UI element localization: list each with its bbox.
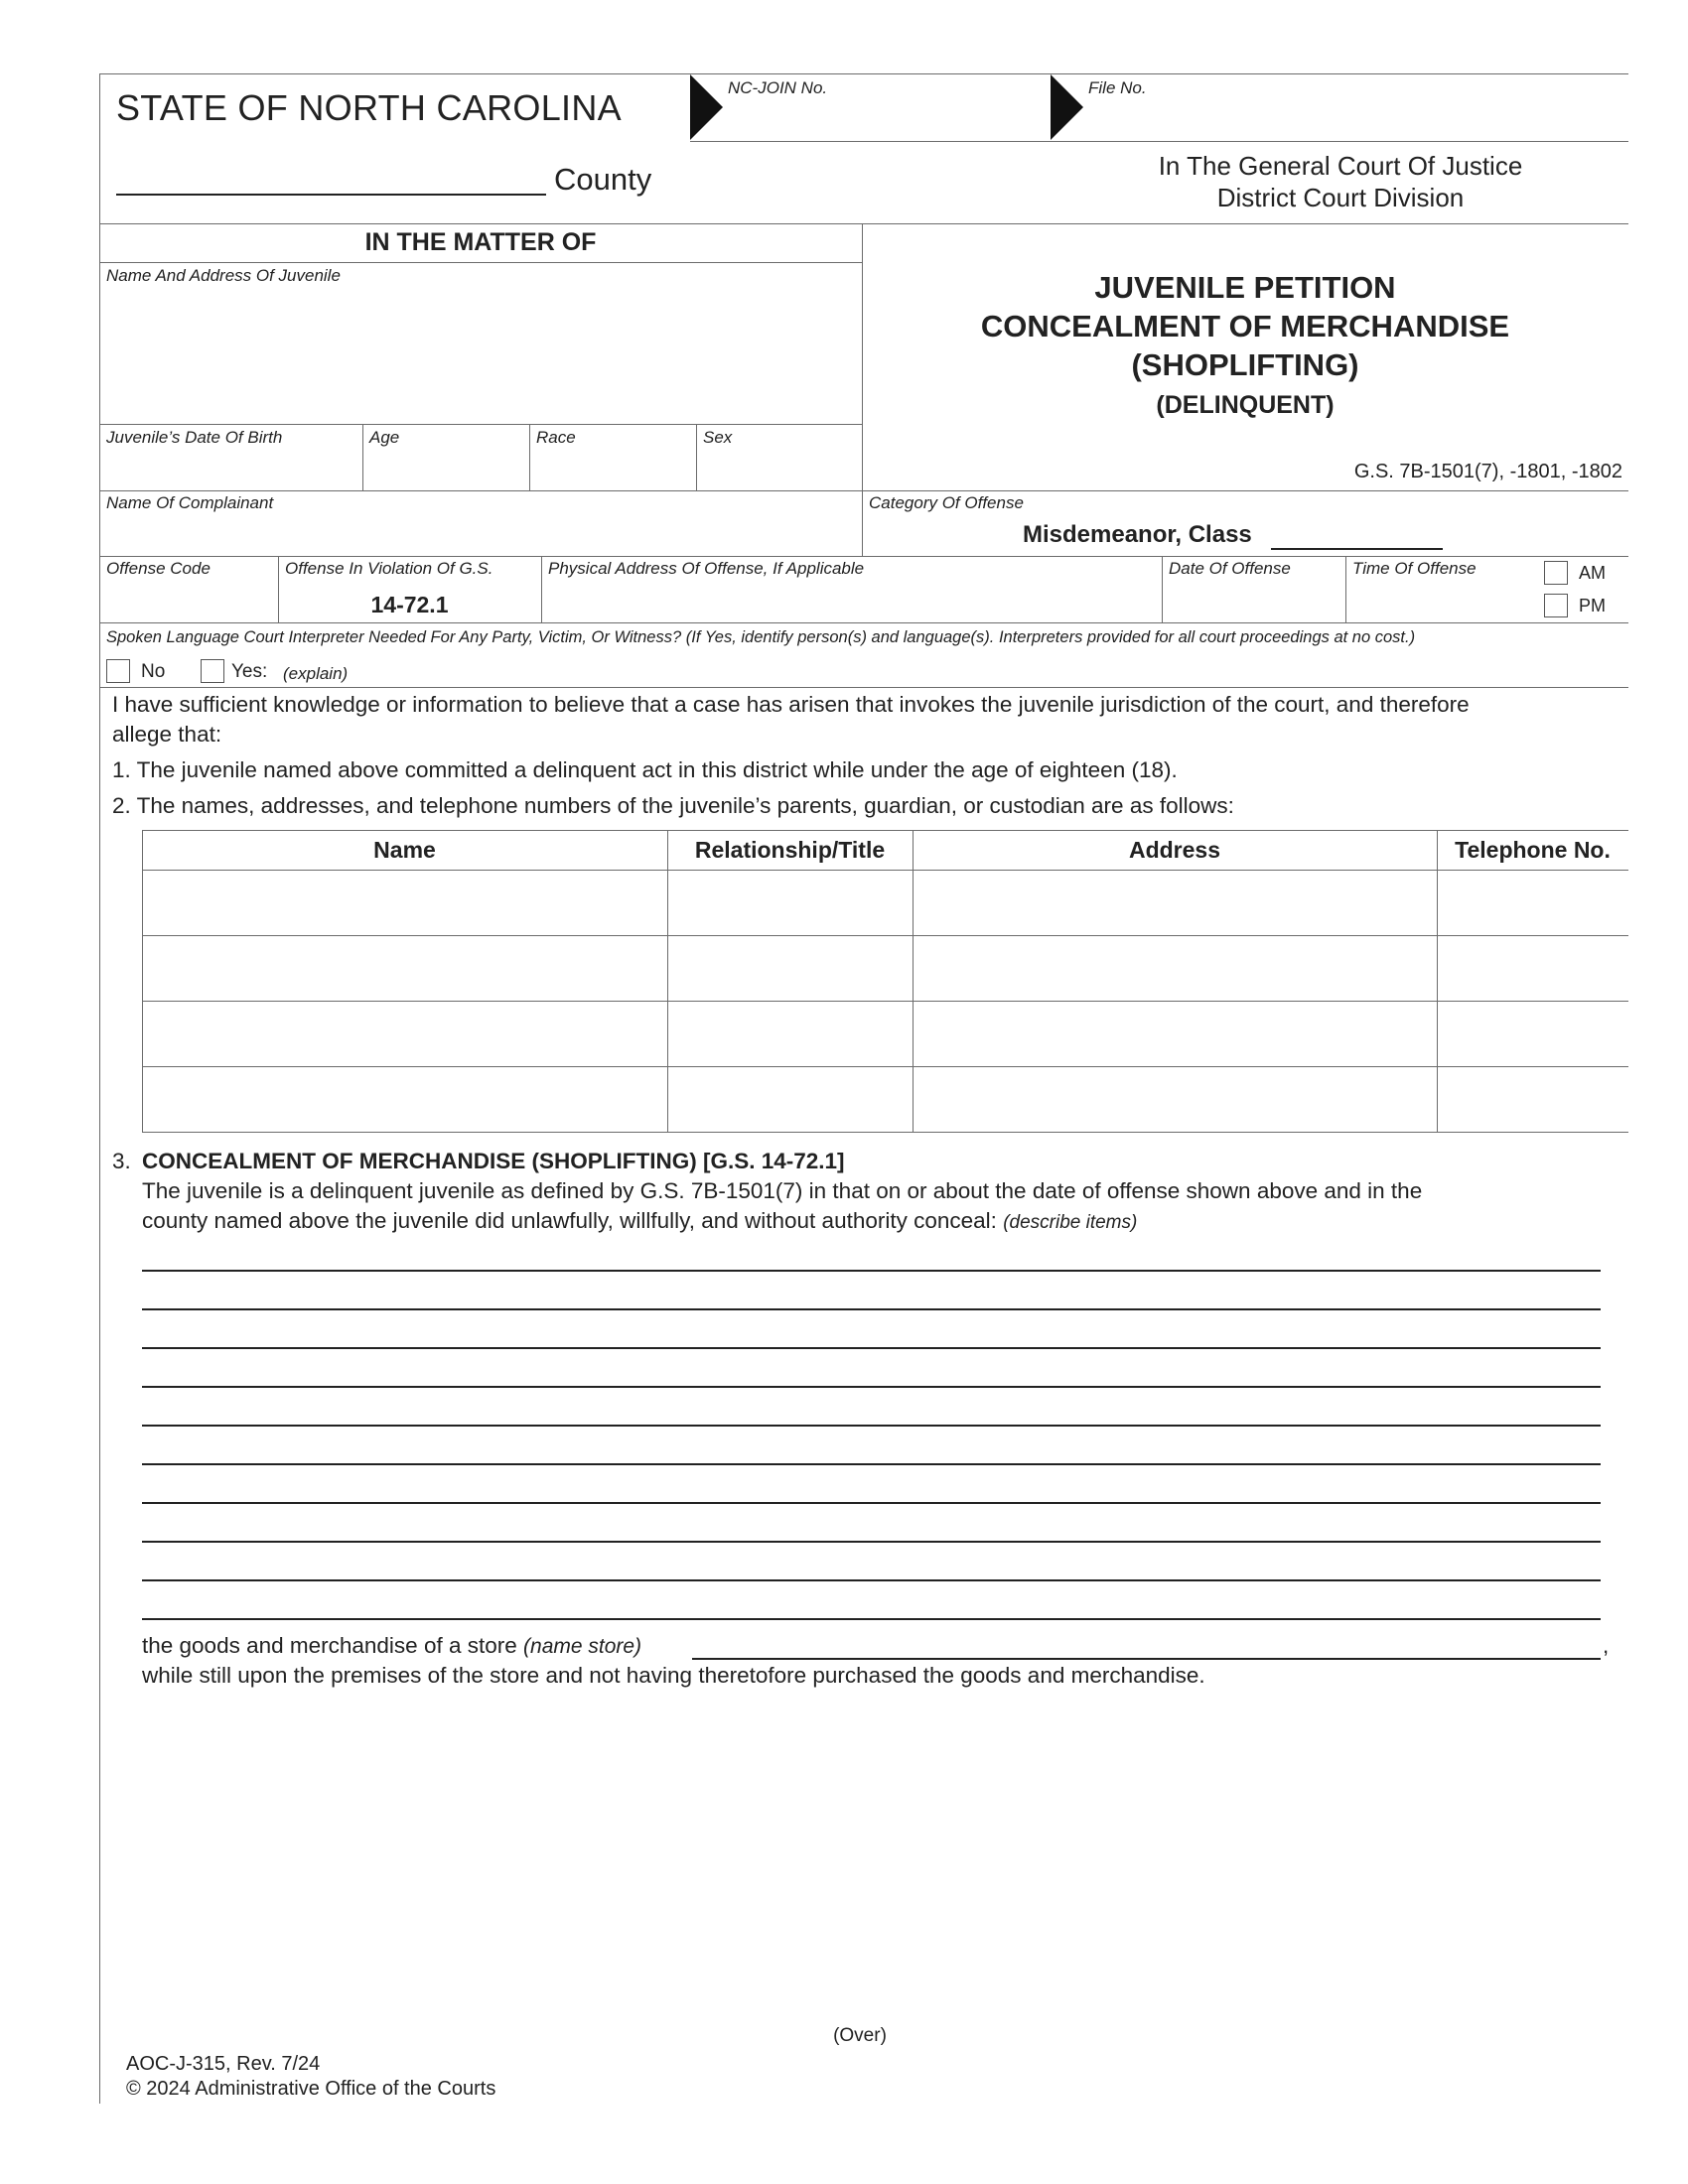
count-3-text-line-2: county named above the juvenile did unlawfully, willfully, and without authority conceal: (142, 1208, 997, 1233)
race-label: Race (536, 428, 576, 447)
race-sex-divider (696, 424, 697, 490)
table-cell-telephone[interactable] (1440, 1069, 1626, 1130)
describe-items-line[interactable] (142, 1347, 1601, 1349)
page-left-rule (99, 73, 100, 2104)
category-row-bottom-rule (99, 556, 1628, 557)
header-bottom-rule (99, 223, 1628, 224)
title-line-2: CONCEALMENT OF MERCHANDISE (980, 309, 1510, 343)
table-row-rule-3 (142, 1066, 1628, 1067)
header-field-rule (690, 141, 1628, 142)
header-top-rule (99, 73, 1628, 74)
violation-label: Offense In Violation Of G.S. (285, 559, 493, 578)
table-row-rule-2 (142, 1001, 1628, 1002)
column-header-telephone: Telephone No. (1455, 837, 1611, 863)
table-cell-name[interactable] (145, 873, 665, 933)
offense-code-label: Offense Code (106, 559, 211, 578)
describe-items-line[interactable] (142, 1541, 1601, 1543)
pm-label: PM (1579, 596, 1606, 615)
dob-field[interactable] (104, 449, 357, 488)
allegation-intro-line-2: allege that: (112, 722, 222, 747)
table-cell-relationship[interactable] (670, 1004, 911, 1064)
describe-items-line[interactable] (142, 1308, 1601, 1310)
ncjoin-field[interactable] (730, 99, 1048, 139)
sex-field[interactable] (701, 449, 858, 488)
count-3-text-line-2-wrap (142, 1208, 1137, 1234)
ncjoin-label: NC-JOIN No. (728, 78, 828, 97)
interpreter-bottom-rule (99, 687, 1628, 688)
offense-code-field[interactable] (104, 581, 273, 620)
matter-heading-rule (99, 262, 862, 263)
describe-items-line[interactable] (142, 1425, 1601, 1427)
category-value: Misdemeanor, Class (1023, 521, 1252, 548)
store-prefix: the goods and merchandise of a store (142, 1633, 517, 1658)
complainant-label: Name Of Complainant (106, 493, 274, 512)
age-field[interactable] (367, 449, 526, 488)
title-line-1: JUVENILE PETITION (1094, 270, 1396, 305)
table-cell-telephone[interactable] (1440, 938, 1626, 999)
interpreter-yes-label: Yes: (231, 661, 268, 682)
store-line-wrap (142, 1633, 641, 1659)
category-label: Category Of Offense (869, 493, 1024, 512)
describe-items-line[interactable] (142, 1463, 1601, 1465)
age-race-divider (529, 424, 530, 490)
am-label: AM (1579, 563, 1606, 583)
column-header-name: Name (373, 837, 436, 863)
race-field[interactable] (534, 449, 693, 488)
juvenile-name-address-label: Name And Address Of Juvenile (106, 266, 341, 285)
county-label: County (554, 162, 652, 197)
describe-items-line[interactable] (142, 1579, 1601, 1581)
describe-items-line[interactable] (142, 1502, 1601, 1504)
juvenile-name-address-field[interactable] (104, 288, 854, 422)
time-of-offense-field[interactable] (1350, 581, 1529, 620)
table-cell-name[interactable] (145, 1069, 665, 1130)
file-arrow-icon (1051, 74, 1083, 140)
violation-value: 14-72.1 (370, 592, 449, 617)
statute-reference: G.S. 7B-1501(7), -1801, -1802 (1353, 461, 1622, 482)
table-bottom-rule (142, 1132, 1628, 1133)
table-cell-relationship[interactable] (670, 873, 911, 933)
date-of-offense-label: Date Of Offense (1169, 559, 1291, 578)
describe-items-line[interactable] (142, 1270, 1601, 1272)
table-col-rule-1 (667, 830, 668, 1132)
dob-label: Juvenile’s Date Of Birth (106, 428, 283, 447)
table-col-rule-2 (913, 830, 914, 1132)
over-indicator: (Over) (833, 2025, 887, 2046)
title-line-3: (SHOPLIFTING) (1131, 347, 1359, 382)
store-name-field[interactable] (692, 1658, 1601, 1660)
describe-items-line[interactable] (142, 1386, 1601, 1388)
copyright-notice: © 2024 Administrative Office of the Courts (126, 2078, 496, 2100)
pm-checkbox[interactable] (1544, 594, 1568, 617)
file-number-field[interactable] (1092, 99, 1618, 139)
name-store-hint: (name store) (523, 1635, 642, 1658)
column-header-relationship: Relationship/Title (694, 837, 886, 863)
offense-divider-3 (1162, 556, 1163, 622)
county-name-field[interactable] (116, 194, 546, 196)
title-line-4: (DELINQUENT) (1156, 391, 1335, 419)
table-cell-relationship[interactable] (670, 1069, 911, 1130)
sex-label: Sex (703, 428, 733, 447)
date-of-offense-field[interactable] (1167, 581, 1340, 620)
offense-divider-4 (1345, 556, 1346, 622)
table-cell-name[interactable] (145, 1004, 665, 1064)
table-col-rule-3 (1437, 830, 1438, 1132)
count-3-closing: while still upon the premises of the store and not having theretofore purchased the goods and merchandise. (142, 1663, 1205, 1688)
age-label: Age (369, 428, 400, 447)
describe-items-line[interactable] (142, 1618, 1601, 1620)
misdemeanor-class-field[interactable] (1271, 548, 1443, 550)
interpreter-yes-checkbox[interactable] (201, 659, 224, 683)
file-number-label: File No. (1088, 78, 1147, 97)
allegation-intro-line-1: I have sufficient knowledge or information to believe that a case has arisen that invokes the juvenile jurisdiction of the court, and therefore (112, 692, 1470, 717)
state-title: STATE OF NORTH CAROLINA (116, 87, 622, 128)
interpreter-no-checkbox[interactable] (106, 659, 130, 683)
time-of-offense-label: Time Of Offense (1352, 559, 1477, 578)
interpreter-question: Spoken Language Court Interpreter Needed For Any Party, Victim, Or Witness? (If Yes, identify person(s) and language(s). Interpreters provided for all court proceedings at no cost.) (106, 628, 1416, 646)
name-address-bottom-rule (99, 424, 862, 425)
table-cell-address[interactable] (915, 873, 1435, 933)
interpreter-explain-field[interactable] (397, 657, 1618, 685)
physical-address-field[interactable] (546, 581, 1157, 620)
am-checkbox[interactable] (1544, 561, 1568, 585)
table-cell-address[interactable] (915, 938, 1435, 999)
store-suffix: , (1603, 1633, 1610, 1658)
dob-row-bottom-rule (99, 490, 1628, 491)
describe-items-hint: (describe items) (1003, 1212, 1138, 1233)
table-col-rule-0 (142, 830, 143, 1132)
allegation-item-2: 2. The names, addresses, and telephone numbers of the juvenile’s parents, guardian, or custodian are as follows: (112, 793, 1234, 818)
table-cell-telephone[interactable] (1440, 1004, 1626, 1064)
interpreter-explain-hint: (explain) (283, 664, 349, 683)
offense-divider-2 (541, 556, 542, 622)
count-3-heading: CONCEALMENT OF MERCHANDISE (SHOPLIFTING) [G.S. 14-72.1] (142, 1149, 845, 1173)
complainant-field[interactable] (104, 514, 854, 554)
table-row-rule-1 (142, 935, 1628, 936)
court-line-2: District Court Division (1216, 183, 1465, 212)
dob-age-divider (362, 424, 363, 490)
table-top-rule (142, 830, 1628, 831)
table-cell-telephone[interactable] (1440, 873, 1626, 933)
table-cell-name[interactable] (145, 938, 665, 999)
in-the-matter-heading: IN THE MATTER OF (364, 228, 597, 256)
allegation-item-1: 1. The juvenile named above committed a delinquent act in this district while under the age of eighteen (18). (112, 757, 1178, 782)
court-line-1: In The General Court Of Justice (1158, 151, 1523, 181)
ncjoin-arrow-icon (690, 74, 723, 140)
interpreter-no-label: No (141, 661, 166, 682)
column-header-address: Address (1128, 837, 1221, 863)
offense-row-bottom-rule (99, 622, 1628, 623)
table-cell-address[interactable] (915, 1004, 1435, 1064)
table-header-rule (142, 870, 1628, 871)
physical-address-label: Physical Address Of Offense, If Applicable (548, 559, 865, 578)
table-cell-relationship[interactable] (670, 938, 911, 999)
form-id: AOC-J-315, Rev. 7/24 (126, 2053, 321, 2075)
count-3-text-line-1: The juvenile is a delinquent juvenile as defined by G.S. 7B-1501(7) in that on or about the date of offense shown above and in the (142, 1178, 1423, 1203)
table-cell-address[interactable] (915, 1069, 1435, 1130)
count-3-number: 3. (112, 1149, 131, 1173)
